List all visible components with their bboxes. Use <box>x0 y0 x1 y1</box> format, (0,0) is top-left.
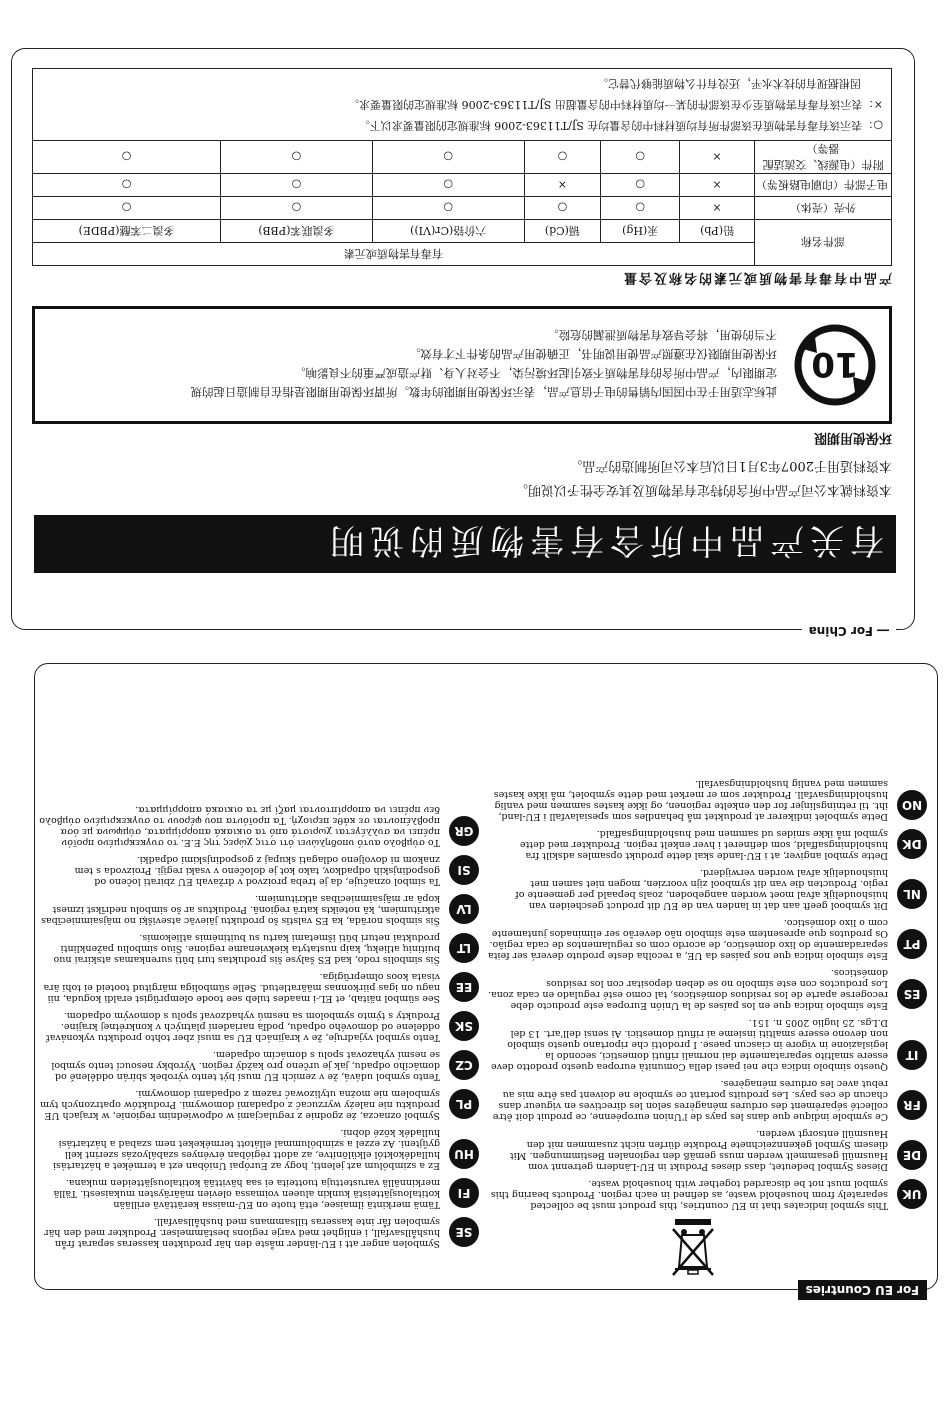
table-note: ×：表示该有毒有害物质至少在该部件的某一均质材料中的含量超出 SJ/T11363-2006 标准规定的限量要求。 <box>348 98 883 111</box>
mark-cell: ○ <box>372 141 524 174</box>
country-code-badge: SI <box>449 855 479 885</box>
eu-language-entry <box>39 932 479 965</box>
eu-language-entry <box>487 1078 927 1122</box>
substance-header: 镉(Cd) <box>524 220 601 243</box>
china-intro-2: 本资料适用于2007年3月1日以后本公司所制造的产品。 <box>569 458 892 473</box>
table-note: ○：表示该有毒有害物质在该部件所有均质材料中的含量均在 SJ/T11363-2006 标准规定的限量要求以下。 <box>358 119 883 132</box>
country-code-badge: PT <box>897 929 927 959</box>
epup-10-years-icon <box>793 323 877 407</box>
mark-cell: ○ <box>33 197 221 220</box>
country-code-badge: FR <box>897 1090 927 1120</box>
table-row <box>33 197 892 220</box>
mark-cell: ○ <box>601 197 680 220</box>
disposal-notice-text: This symbol indicates that in EU countries, this product must be collected separately from household waste, as defined in each region. Products bearing this symbol must not be discarded together with household waste. <box>490 1178 888 1211</box>
mark-cell: ○ <box>601 141 680 174</box>
table-row <box>33 174 892 197</box>
eu-language-entry <box>487 778 927 822</box>
epup-box <box>32 306 892 424</box>
epup-number: 10 <box>811 344 859 384</box>
eu-language-entry <box>39 893 479 926</box>
for-china-tag: ― For China <box>802 624 896 638</box>
mark-cell: ○ <box>601 174 680 197</box>
china-intro-1: 本资料就本公司产品中所含的特定有害物质及其安全性予以说明。 <box>514 482 892 497</box>
mark-cell: ○ <box>372 174 524 197</box>
disposal-notice-text: See sümbol näitab, et EL-i maades tuleb see toode olemprügist eraldi koguda, nii nagu on igas piirkonnas määratletud. Selle sümboliga märgitud tooteid ei tohi ära visata koos olmeprügiga. <box>43 971 440 1004</box>
disposal-notice-text: Este símbolo indica que en los países de la Unión Europea este producto debe recogerse aparte de los residuos domésticos, tal como esté regulado en cada zona. Los productos con este símbolo no se deben depositar con los residuos domésticos. <box>488 967 888 1011</box>
eu-countries-panel <box>34 663 938 1297</box>
eu-language-entry <box>39 1177 479 1210</box>
disposal-notice-text: Symbol oznacza, że zgodnie z regulacjami w odpowiednim regionie, w krajach UE produktu nie należy wyrzucać z odpadami domowymi. Produktów opatrzonych tym symbolem nie można utylizować razem z odpadami domowymi. <box>40 1088 440 1121</box>
country-code-badge: CZ <box>449 1050 479 1080</box>
country-code-badge: GR <box>449 816 479 846</box>
china-title: 有关产品中所含有害物质的说明 <box>34 515 896 573</box>
country-code-badge: FI <box>449 1178 479 1208</box>
epup-description <box>47 325 777 401</box>
country-code-badge: NL <box>897 879 927 909</box>
table-heading: 产品中有毒有害物质或元素的名称及含量 <box>621 270 892 285</box>
country-code-badge: DK <box>897 829 927 859</box>
substance-header: 多溴联苯(PBB) <box>221 220 373 243</box>
mark-cell: ○ <box>524 197 601 220</box>
table-notes-row <box>33 69 892 141</box>
eu-language-entry <box>39 1088 479 1121</box>
table-notes <box>33 69 892 141</box>
disposal-notice-text: Tento symbol vyjadruje, že v krajinách EU sa musí zber tohto produktu vykonávať oddelene od domového odpadu, podľa nariadení platných v konkrétnej krajine. Produkty s týmto symbolom sa nesmú vyhadzovať spolu s domovým odpadom. <box>45 1010 440 1043</box>
part-name-header: 部件名称 <box>755 220 892 266</box>
substance-group-header: 有毒有害物质或元素 <box>33 243 755 266</box>
epup-line: 此标志适用于在中国国内销售的电子信息产品，表示环保使用期限的年数。所谓环保使用期限是指在自制造日起的规 <box>190 385 777 399</box>
mark-cell: × <box>524 174 601 197</box>
epup-heading: 环保使用期限 <box>813 430 892 445</box>
mark-cell: ○ <box>33 174 221 197</box>
for-china-label: For China <box>808 624 873 638</box>
country-code-badge: ES <box>897 979 927 1009</box>
country-code-badge: DE <box>897 1140 927 1170</box>
substance-header: 铅(Pb) <box>680 220 755 243</box>
disposal-notice-text: Ta simbol označuje, da je treba proizvod v državah EU zbirati ločeno od gospodinjskih odpadkov, tako kot je določeno v vsaki regiji. Proizvoda s tem znakom ni dovoljeno odlagati skupaj z gospodinjskimi odpadki. <box>74 854 440 887</box>
mark-cell: ○ <box>221 174 373 197</box>
part-name: 外壳（壳体） <box>755 197 892 220</box>
eu-language-entry <box>39 971 479 1004</box>
eu-language-entry <box>487 828 927 861</box>
mark-cell: ○ <box>221 197 373 220</box>
eu-language-entry <box>39 804 479 848</box>
country-code-badge: LT <box>449 933 479 963</box>
disposal-notice-text: Tento symbol udává, že v zemích EU musí být tento výrobek sbírán odděleně od domácího odpadu, jak je určeno pro každý region. Výrobky nesoucí tento symbol se nesmí vyhazovat spolu s domácím odpadem. <box>51 1049 440 1082</box>
disposal-notice-text: Dette symbolet indikerer at produktet må behandles som spesialavfall i EU-land, iht. til retningslinjer for den enkelte regionen, og ikke kastes sammen med vanlig husholdningsavfall. Produkter som er merket med dette symbolet, må ikke kastes sammen med vanlig husholdningsavfall. <box>493 778 888 822</box>
crossed-out-wheelie-bin-icon <box>669 1217 717 1279</box>
disposal-notice-text: Dette symbol angiver, at i EU-lande skal dette produkt opsamles adskilt fra husholdningsaffald, som defineret i hver enkelt region. Produkter med dette symbol må ikke smides ud sammen med husholdningsaffald. <box>519 828 888 861</box>
mark-cell: ○ <box>372 197 524 220</box>
eu-language-entry <box>487 967 927 1011</box>
hazardous-substances-table <box>32 68 892 266</box>
epup-line: 定期限内，产品中所含的有害物质不致引起环境污染，不会对人身、财产造成严重的不良影响。 <box>294 366 777 380</box>
country-code-badge: UK <box>897 1179 927 1209</box>
substance-header: 汞(Hg) <box>601 220 680 243</box>
country-code-badge: IT <box>897 1040 927 1070</box>
eu-language-entry <box>487 1178 927 1211</box>
disposal-notice-text: Ce symbole indique que dans les pays de l'Union européenne, ce produit doit être collecté séparément des ordures ménagères selon les directives en vigueur dans chacun de ces pays. Les produits portant ce symbole ne doivent pas être mis au rebut avec les ordures ménagères. <box>492 1078 888 1122</box>
country-code-badge: LV <box>449 894 479 924</box>
part-name: 附件（电源线、交流适配器等） <box>755 141 892 174</box>
mark-cell: × <box>680 197 755 220</box>
country-code-badge: SK <box>449 1011 479 1041</box>
disposal-notice-text: Questo simbolo indica che nei paesi della Comunità europea questo prodotto deve essere smaltito separatamente dai normali rifiuti domestici, secondo la legislazione in vigore in ciascun paese. I prodotti che riportano questo simbolo non devono essere smaltiti insieme ai rifiuti domestici. Ai sensi dell'art. 13 del D.Lgs. 25 luglio 2005 n. 151. <box>490 1017 888 1072</box>
disposal-notice-text: Ez a szimbólum azt jelenti, hogy az Európai Unióban ezt a terméket a háztartási hulladékoktól elkülönítve, az adott régióban érvényes szabályozás szerint kell gyűjteni. Az ezzel a szimbólummal ellátott termékeket nem szabad a háztartási hulladék közé dobni. <box>52 1127 440 1171</box>
country-code-badge: NO <box>897 790 927 820</box>
substance-header: 六价铬(Cr(VI)) <box>372 220 524 243</box>
country-code-badge: SE <box>449 1217 479 1247</box>
mark-cell: × <box>680 174 755 197</box>
mark-cell: ○ <box>524 141 601 174</box>
part-name: 电子部件（印刷电路板等） <box>755 174 892 197</box>
disposal-notice-text: Šis simbols norāda, ka ES valstīs šo produktu jāievāc atsevišķi no mājsaimniecības atkritumiem, kā noteikts katrā reģionā. Produktus ar šo simbolu nedrīkst izmest kopā ar mājsaimniecības atkritumiem. <box>41 893 440 926</box>
mark-cell: ○ <box>221 141 373 174</box>
substance-header: 多溴二苯醚(PBDE) <box>33 220 221 243</box>
disposal-notice-text: Tämä merkintä ilmaisee, että tuote on EU-maissa kerättävä erillään kotitalousjätteistä kunkin alueen voimassa olevien määräysten mukaisesti. Tällä merkinnällä varustettuja tuotteita ei saa hävittää kotitalousjätteiden mukana. <box>53 1177 440 1210</box>
disposal-notice-text: Dit symbool geeft aan dat in landen van de EU dit product gescheiden van huishoudelijk afval moet worden aangeboden, zoals bepaald per gemeente of regio. Producten die van dit symbool zijn voorzien, mogen niet samen met huishoudelijk afval worden verwijderd. <box>515 867 888 911</box>
eu-left-column <box>487 772 927 1211</box>
eu-language-entry <box>487 917 927 961</box>
epup-line: 不当的使用，将会导致有害物质泄漏的危险。 <box>547 328 777 342</box>
country-code-badge: HU <box>449 1139 479 1169</box>
table-row <box>33 141 892 174</box>
china-panel <box>11 48 915 638</box>
country-code-badge: EE <box>449 972 479 1002</box>
mark-cell: × <box>680 141 755 174</box>
eu-language-entry <box>39 1049 479 1082</box>
country-code-badge: PL <box>449 1089 479 1119</box>
table-note: 因根据现有的技术水平，还没有什么物质能够代替它。 <box>597 77 861 90</box>
eu-language-entry <box>487 1017 927 1072</box>
eu-language-entry <box>487 1128 927 1172</box>
epup-line: 环保使用期限仅在遵照产品使用说明书，正确使用产品的条件下才有效。 <box>409 347 777 361</box>
eu-language-entry <box>39 1127 479 1171</box>
disposal-notice-text: Το σύμβολο αυτό υποδηλώνει ότι στις χώρες της Ε.Ε. το συγκεκριμένο προϊόν πρέπει να συλλέγεται χωριστά από τα οικιακά απορρίμματα, σύμφωνα με όσα προβλέπονται σε κάθε περιοχή. Τα προϊόντα που φέρουν το συγκεκριμένο σύμβολο δεν πρέπει να απορρίπτονται μαζί με τα οικιακά απορρίμματα. <box>39 804 440 848</box>
mark-cell: ○ <box>33 141 221 174</box>
disposal-notice-text: Dieses Symbol bedeutet, dass dieses Produkt in EU-Ländern getrennt vom Hausmüll gesammelt werden muss gemäß den regionalen Bestimmungen. Mit diesem Symbol gekennzeichnete Produkte dürfen nicht zusammen mit den Hausmüll entsorgt werden. <box>509 1128 888 1172</box>
eu-language-entry <box>487 867 927 911</box>
eu-language-entry <box>39 1216 479 1249</box>
eu-language-entry <box>39 1010 479 1043</box>
eu-right-column <box>39 798 479 1249</box>
disposal-notice-text: Symbolen anger att i EU-länder måste den här produkten kasseras separat från hushållsavfall, i enlighet med varje regions bestämmelser. Produkter med den här symbolen får inte kasseras tillsammans med hushållsavfall. <box>44 1216 440 1249</box>
table-header-row <box>33 243 892 266</box>
eu-language-entry <box>39 854 479 887</box>
disposal-notice-text: Šis simbolis rodo, kad ES šalyse šis produktas turi būti surenkamas atskirai nuo buitinių atliekų, kaip nustatyta kiekviename regione. Šiuo simboliu paženklinti produktai neturi būti išmetami kartu su buitinėmis atliekomis. <box>53 932 440 965</box>
eu-countries-tag: For EU Countries <box>798 1280 927 1300</box>
disposal-notice-text: Este símbolo indica que nos países da UE, a recolha deste produto deverá ser feita separadamente do lixo doméstico, de acordo com os regulamentos de cada região. Os produtos que apresentem este símbolo não deverão ser eliminados juntamente com o lixo doméstico. <box>487 917 888 961</box>
